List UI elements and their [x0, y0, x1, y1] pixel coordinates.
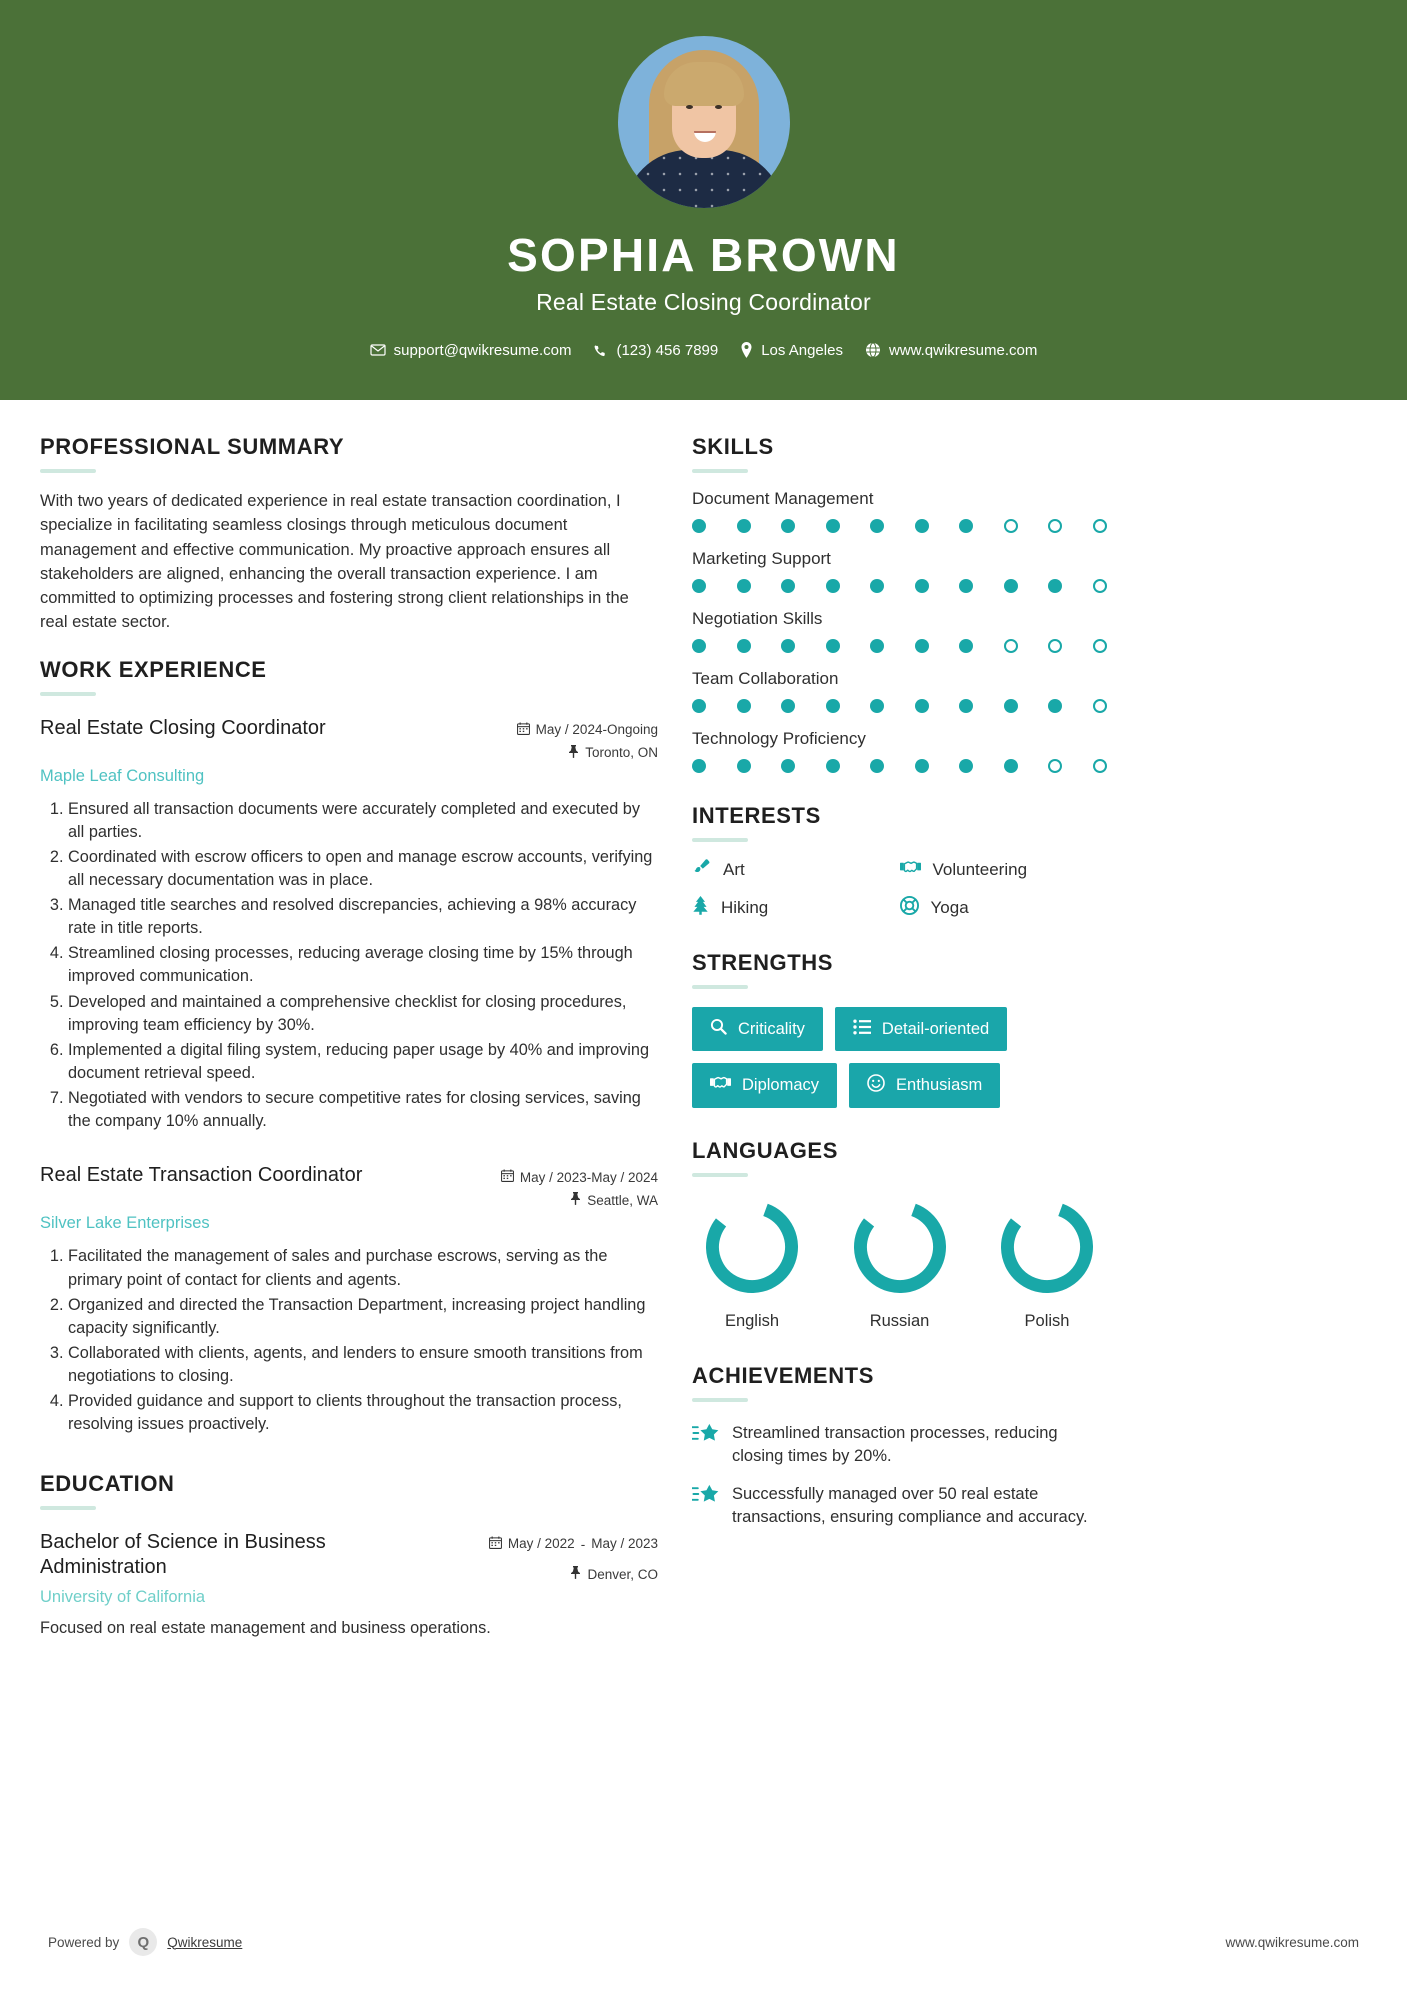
- education-degree: Bachelor of Science in Business Administration: [40, 1530, 326, 1578]
- interest-label: Yoga: [930, 898, 969, 917]
- section-title-achievements: ACHIEVEMENTS: [692, 1363, 874, 1388]
- education-date-separator: -: [580, 1536, 586, 1552]
- section-skills: [692, 434, 1107, 773]
- section-work-experience: [40, 657, 658, 1437]
- job-dates: May / 2023-May / 2024: [519, 1169, 658, 1185]
- pushpin-icon: [568, 745, 579, 761]
- contact-website-value: www.qwikresume.com: [888, 341, 1038, 359]
- skill-rating: [692, 639, 1107, 653]
- job-bullets: [40, 798, 658, 1134]
- skill-rating: [692, 579, 1107, 593]
- powered-by-block: [48, 1928, 242, 1956]
- tree-icon: [692, 896, 709, 920]
- contact-phone-value: (123) 456 7899: [616, 341, 719, 359]
- education-date-end: May / 2023: [591, 1535, 658, 1551]
- skill-dot-filled: [737, 759, 751, 773]
- avatar-wrapper: [0, 36, 1407, 208]
- skill-dot-filled: [692, 759, 706, 773]
- section-education: [40, 1471, 658, 1639]
- skill-dot-filled: [915, 519, 929, 533]
- language-progress-ring: [1001, 1201, 1093, 1293]
- strengths-list: [692, 1007, 1107, 1108]
- section-rule: [40, 692, 96, 696]
- paintbrush-icon: [692, 858, 711, 882]
- skill-dot-filled: [1048, 579, 1062, 593]
- strength-chip-diplomacy[interactable]: [692, 1063, 837, 1108]
- job-bullet: 4. Provided guidance and support to clients throughout the transaction process, resolving issues proactively.: [68, 1390, 658, 1436]
- interest-item: [692, 896, 900, 920]
- job-bullet: 1. Ensured all transaction documents were accurately completed and executed by all parties.: [68, 798, 658, 844]
- skill-dot-filled: [959, 639, 973, 653]
- skill-dot-filled: [1004, 759, 1018, 773]
- qwikresume-logo-icon: Q: [129, 1928, 157, 1956]
- skill-dot-filled: [737, 699, 751, 713]
- skill-dot-filled: [870, 519, 884, 533]
- section-title-work: WORK EXPERIENCE: [40, 656, 267, 682]
- job-bullet: 1. Facilitated the management of sales and purchase escrows, serving as the primary point of contact for clients and agents.: [68, 1245, 658, 1291]
- skill-dot-empty: [1093, 579, 1107, 593]
- job-entry: [40, 1163, 658, 1436]
- contact-location-value: Los Angeles: [761, 341, 843, 359]
- skill-label: Technology Proficiency: [692, 729, 866, 748]
- section-rule: [692, 985, 748, 989]
- contact-row: [0, 342, 1407, 359]
- skill-dot-filled: [692, 699, 706, 713]
- section-rule: [692, 469, 748, 473]
- star-badge-icon: [692, 1422, 719, 1468]
- resume-body: [0, 400, 1407, 1660]
- skill-dot-filled: [915, 579, 929, 593]
- strength-label: Detail-oriented: [881, 1019, 990, 1038]
- strength-label: Criticality: [738, 1019, 805, 1038]
- smiley-icon: [867, 1074, 885, 1097]
- job-bullet: 2. Organized and directed the Transaction Department, increasing project handling capacity significantly.: [68, 1294, 658, 1340]
- skill-dot-filled: [781, 759, 795, 773]
- left-column: [40, 434, 658, 1660]
- avatar: [618, 36, 790, 208]
- interest-label: Art: [723, 860, 745, 879]
- language-progress-ring: [706, 1201, 798, 1293]
- section-title-summary: PROFESSIONAL SUMMARY: [40, 434, 345, 459]
- section-professional-summary: [40, 434, 658, 635]
- skill-dot-filled: [959, 579, 973, 593]
- section-rule: [40, 469, 96, 473]
- magnifier-icon: [710, 1018, 727, 1040]
- lifebuoy-icon: [900, 896, 919, 920]
- skill-item: [692, 609, 1107, 653]
- strength-chip-detail-oriented[interactable]: [835, 1007, 1007, 1051]
- skill-dot-filled: [781, 639, 795, 653]
- language-label: Polish: [1024, 1312, 1070, 1330]
- skill-dot-empty: [1004, 519, 1018, 533]
- skill-dot-filled: [737, 639, 751, 653]
- education-date-start: May / 2022: [507, 1535, 575, 1551]
- section-rule: [40, 1506, 96, 1510]
- education-note: Focused on real estate management and business operations.: [40, 1619, 491, 1638]
- interest-item: [900, 858, 1108, 882]
- contact-phone[interactable]: [593, 342, 718, 359]
- achievement-text: Successfully managed over 50 real estate transactions, ensuring compliance and accuracy.: [732, 1485, 1088, 1527]
- skill-rating: [692, 519, 1107, 533]
- language-progress-ring: [854, 1201, 946, 1293]
- job-location: Toronto, ON: [585, 745, 658, 760]
- job-bullet: 7. Negotiated with vendors to secure competitive rates for closing services, saving the company 10% annually.: [68, 1087, 658, 1133]
- skill-dot-filled: [692, 579, 706, 593]
- footer-website[interactable]: www.qwikresume.com: [1225, 1934, 1359, 1950]
- achievement-item: [692, 1483, 1107, 1529]
- strength-chip-criticality[interactable]: [692, 1007, 823, 1051]
- globe-icon: [865, 342, 881, 358]
- skill-dot-filled: [1004, 699, 1018, 713]
- star-badge-icon: [692, 1483, 719, 1529]
- section-rule: [692, 838, 748, 842]
- education-location: Denver, CO: [587, 1566, 658, 1582]
- language-label: Russian: [869, 1312, 930, 1330]
- candidate-name: SOPHIA BROWN: [507, 229, 900, 281]
- job-company: Maple Leaf Consulting: [40, 766, 205, 785]
- section-achievements: [692, 1363, 1107, 1529]
- skill-item: [692, 489, 1107, 533]
- contact-email-value: support@qwikresume.com: [393, 341, 572, 359]
- achievements-list: [692, 1422, 1107, 1529]
- strength-label: Diplomacy: [742, 1076, 820, 1094]
- skill-dot-empty: [1048, 639, 1062, 653]
- skill-dot-filled: [781, 519, 795, 533]
- skill-dot-filled: [1004, 579, 1018, 593]
- skill-dot-filled: [870, 639, 884, 653]
- skill-dot-empty: [1093, 759, 1107, 773]
- section-strengths: [692, 950, 1107, 1108]
- job-dates: May / 2024-Ongoing: [535, 722, 658, 737]
- phone-icon: [593, 343, 608, 358]
- skill-item: [692, 729, 1107, 773]
- pushpin-icon: [570, 1192, 581, 1208]
- pushpin-icon: [570, 1566, 581, 1582]
- language-item: [987, 1201, 1107, 1331]
- calendar-icon: [501, 1169, 514, 1185]
- calendar-icon: [517, 722, 530, 738]
- interest-label: Hiking: [721, 898, 769, 917]
- skills-list: [692, 489, 1107, 773]
- education-meta: [478, 1530, 658, 1583]
- interest-label: Volunteering: [932, 860, 1028, 879]
- section-title-languages: LANGUAGES: [692, 1138, 838, 1163]
- job-bullets: [40, 1245, 658, 1436]
- language-label: English: [724, 1312, 780, 1330]
- contact-location: [740, 342, 843, 359]
- achievement-text: Streamlined transaction processes, reducing closing times by 20%.: [732, 1424, 1058, 1466]
- job-bullet: 2. Coordinated with escrow officers to open and manage escrow accounts, verifying all necessary documentation was in place.: [68, 846, 658, 892]
- strength-chip-enthusiasm[interactable]: [849, 1063, 1000, 1108]
- section-interests: [692, 803, 1107, 920]
- list-icon: [853, 1019, 871, 1040]
- job-company: Silver Lake Enterprises: [40, 1214, 210, 1233]
- resume-footer: [0, 1928, 1407, 1956]
- job-bullet: 6. Implemented a digital filing system, reducing paper usage by 40% and improving document retrieval speed.: [68, 1039, 658, 1085]
- strength-label: Enthusiasm: [896, 1076, 983, 1094]
- skill-dot-filled: [826, 639, 840, 653]
- achievement-item: [692, 1422, 1107, 1468]
- job-title: Real Estate Closing Coordinator: [40, 716, 326, 739]
- pin-icon: [740, 342, 753, 358]
- skill-dot-filled: [959, 519, 973, 533]
- skill-dot-filled: [737, 579, 751, 593]
- section-rule: [692, 1173, 748, 1177]
- education-entry: [40, 1530, 658, 1639]
- skill-item: [692, 549, 1107, 593]
- skill-dot-filled: [959, 759, 973, 773]
- job-meta: [478, 1163, 658, 1208]
- handshake-icon: [900, 858, 921, 882]
- skill-dot-filled: [737, 519, 751, 533]
- skill-rating: [692, 699, 1107, 713]
- skill-dot-filled: [826, 759, 840, 773]
- skill-dot-empty: [1004, 639, 1018, 653]
- skill-dot-filled: [1048, 699, 1062, 713]
- interest-item: [900, 896, 1108, 920]
- summary-text: With two years of dedicated experience in real estate transaction coordination, I specialize in facilitating seamless closings through meticulous document management and effective communication. My proactive approach ensures all stakeholders are aligned, enhancing the overall transaction experience. I am committed to optimizing processes and fostering strong client relationships in the real estate sector.: [40, 492, 629, 632]
- section-title-strengths: STRENGTHS: [692, 950, 834, 975]
- job-bullet: 5. Developed and maintained a comprehensive checklist for closing procedures, improving team efficiency by 30%.: [68, 991, 658, 1037]
- job-bullet: 3. Collaborated with clients, agents, and lenders to ensure smooth transitions from negotiations to closing.: [68, 1342, 658, 1388]
- calendar-icon: [489, 1536, 502, 1552]
- interest-item: [692, 858, 900, 882]
- skill-dot-filled: [781, 699, 795, 713]
- right-column: [692, 434, 1107, 1660]
- skill-dot-filled: [959, 699, 973, 713]
- skill-dot-filled: [826, 699, 840, 713]
- skill-dot-filled: [915, 699, 929, 713]
- skill-dot-filled: [692, 639, 706, 653]
- resume-header: [0, 0, 1407, 400]
- skill-dot-filled: [692, 519, 706, 533]
- handshake-icon: [710, 1074, 731, 1097]
- skill-dot-empty: [1048, 759, 1062, 773]
- skill-dot-filled: [870, 579, 884, 593]
- mail-icon: [370, 342, 386, 358]
- interests-grid: [692, 858, 1107, 920]
- section-title-interests: INTERESTS: [692, 803, 821, 828]
- skill-label: Marketing Support: [692, 549, 831, 568]
- skill-label: Document Management: [692, 489, 874, 508]
- section-languages: [692, 1138, 1107, 1331]
- skill-label: Team Collaboration: [692, 669, 839, 688]
- powered-by-label: Powered by: [48, 1934, 120, 1950]
- job-title: Real Estate Transaction Coordinator: [40, 1164, 363, 1187]
- contact-website[interactable]: [865, 342, 1037, 359]
- job-bullet: 3. Managed title searches and resolved discrepancies, achieving a 98% accuracy rate in title reports.: [68, 894, 658, 940]
- job-bullet: 4. Streamlined closing processes, reducing average closing time by 15% through improved communication.: [68, 942, 658, 988]
- skill-dot-filled: [915, 759, 929, 773]
- skill-dot-filled: [870, 759, 884, 773]
- skill-dot-empty: [1093, 699, 1107, 713]
- skill-dot-filled: [826, 579, 840, 593]
- skill-dot-filled: [781, 579, 795, 593]
- qwikresume-brand-link[interactable]: Qwikresume: [167, 1934, 243, 1950]
- skill-dot-empty: [1093, 639, 1107, 653]
- skill-dot-filled: [870, 699, 884, 713]
- language-item: [840, 1201, 960, 1331]
- contact-email[interactable]: [370, 342, 572, 359]
- section-title-education: EDUCATION: [40, 1470, 175, 1496]
- language-item: [692, 1201, 812, 1331]
- job-location: Seattle, WA: [587, 1192, 658, 1208]
- skill-dot-empty: [1048, 519, 1062, 533]
- skill-item: [692, 669, 1107, 713]
- section-title-skills: SKILLS: [692, 434, 774, 459]
- skill-rating: [692, 759, 1107, 773]
- section-rule: [692, 1398, 748, 1402]
- education-school: University of California: [40, 1588, 206, 1607]
- skill-dot-filled: [915, 639, 929, 653]
- job-entry: [40, 716, 658, 1134]
- skill-label: Negotiation Skills: [692, 609, 823, 628]
- job-meta: [478, 716, 658, 761]
- skill-dot-filled: [826, 519, 840, 533]
- skill-dot-empty: [1093, 519, 1107, 533]
- languages-list: [692, 1201, 1107, 1331]
- candidate-headline: Real Estate Closing Coordinator: [536, 288, 871, 315]
